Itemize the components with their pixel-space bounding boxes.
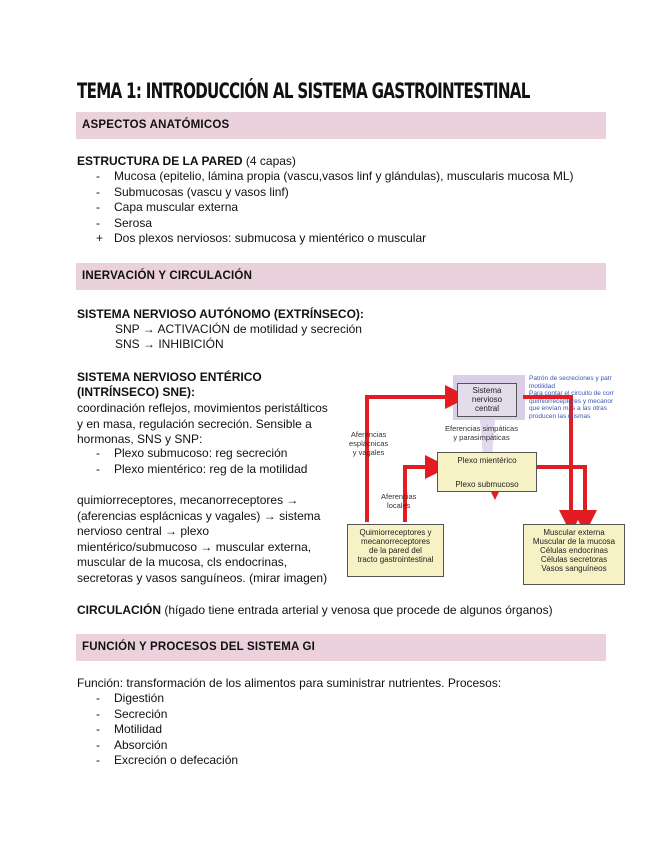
plexos-box — [437, 452, 537, 492]
list-item-text: Plexo mientérico: reg de la motilidad — [114, 461, 308, 476]
efectores-box — [523, 524, 625, 585]
sne-plexos-list — [96, 446, 307, 477]
arrow-plexo-efectores — [535, 467, 585, 522]
note-line: Para contar el circuito de corr — [529, 390, 614, 397]
text-line: (aferencias esplácnicas y vagales) → sistema — [77, 508, 321, 523]
note-line: quimiorreceptores y mecanor — [529, 397, 614, 405]
blue-handwritten-note — [529, 375, 614, 420]
list-item — [96, 691, 238, 707]
list-item — [96, 169, 574, 185]
list-item-text: Digestión — [114, 691, 165, 705]
estructura-list — [96, 169, 574, 247]
snc-text: nervioso — [471, 395, 503, 404]
note-line: que envían más a las otras — [529, 405, 608, 412]
bullet-marker: - — [96, 461, 100, 476]
bullet-marker: - — [96, 722, 100, 736]
estructura-line — [77, 154, 296, 169]
list-item — [96, 722, 238, 738]
section-heading: INERVACIÓN Y CIRCULACIÓN — [82, 270, 253, 282]
list-item-text: Excreción o defecación — [114, 753, 239, 767]
label-line: Eferencias simpáticas — [445, 424, 518, 433]
list-item-text: Serosa — [114, 215, 153, 230]
efectores-text: Muscular externa — [543, 528, 605, 537]
list-item-text: Dos plexos nerviosos: submucosa y mientérico o muscular — [114, 231, 427, 245]
eferencias-label — [445, 424, 518, 442]
section-band-funcion — [76, 634, 606, 661]
list-item — [96, 200, 574, 216]
section-band-anatomicos — [76, 112, 606, 139]
sna-line-snp: SNP → ACTIVACIÓN de motilidad y secreción — [115, 322, 362, 336]
circulacion-heading: CIRCULACIÓN — [77, 603, 161, 617]
list-item — [96, 753, 238, 769]
funcion-intro: Función: transformación de los alimentos para suministrar nutrientes. Procesos: — [77, 676, 502, 690]
bullet-marker: - — [96, 215, 100, 230]
snc-text: Sistema — [472, 386, 502, 395]
label-line: y parasimpáticas — [453, 433, 510, 442]
circulacion-text: (hígado tiene entrada arterial y venosa que procede de algunos órganos) — [161, 603, 553, 617]
list-item — [96, 185, 574, 201]
list-item — [96, 462, 307, 478]
efectores-text: Muscular de la mucosa — [532, 537, 616, 546]
efectores-text: Células endocrinas — [539, 546, 609, 555]
bullet-marker: - — [96, 753, 100, 767]
list-item-text: Capa muscular externa — [114, 200, 239, 214]
text-line: coordinación reflejos, movimientos peristálticos — [77, 401, 328, 415]
note-line: producen las mismas — [529, 412, 591, 420]
page-title: TEMA 1: INTRODUCCIÓN AL SISTEMA GASTROINTESTINAL — [77, 79, 530, 103]
list-item-text: Motilidad — [114, 722, 163, 736]
receptores-text: Quimiorreceptores y — [359, 528, 432, 537]
list-item — [96, 707, 238, 723]
sne-heading: SISTEMA NERVIOSO ENTÉRICO — [77, 370, 262, 384]
bullet-marker: - — [96, 706, 100, 721]
label-line: locales — [387, 501, 411, 510]
text-line: nervioso central → plexo — [77, 524, 210, 538]
sna-line-sns: SNS → INHIBICIÓN — [115, 337, 224, 351]
list-item — [96, 216, 574, 232]
receptores-text: de la pared del — [369, 546, 422, 555]
efectores-text: Vasos sanguíneos — [541, 564, 607, 573]
sna-heading: SISTEMA NERVIOSO AUTÓNOMO (EXTRÍNSECO): — [77, 307, 364, 321]
receptores-text: tracto gastrointestinal — [357, 555, 434, 564]
section-heading: FUNCIÓN Y PROCESOS DEL SISTEMA GI — [82, 641, 316, 653]
plexo-mienterico-text: Plexo mientérico — [457, 456, 517, 465]
efectores-text: Células secretoras — [540, 555, 608, 564]
list-item-text: Plexo submucoso: reg secreción — [114, 446, 288, 460]
circulacion-line — [77, 603, 553, 618]
list-item-text: Secreción — [114, 706, 168, 721]
bullet-marker: - — [96, 184, 100, 199]
text-line: secretoras y vasos sanguíneos. (mirar imagen) — [77, 570, 328, 585]
estructura-heading: ESTRUCTURA DE LA PARED — [77, 154, 243, 168]
receptores-text: mecanorreceptores — [361, 537, 430, 546]
label-line: Aferencias — [350, 430, 387, 439]
bullet-marker: - — [96, 691, 100, 705]
bullet-marker: - — [96, 200, 100, 214]
label-line: y vagales — [352, 448, 385, 457]
section-heading: ASPECTOS ANATÓMICOS — [82, 119, 230, 131]
sne-heading-sub: (INTRÍNSECO) SNE): — [77, 385, 195, 399]
list-item — [96, 738, 238, 754]
plexo-submucoso-text: Plexo submucoso — [455, 480, 519, 489]
label-line: esplácnicas — [349, 439, 389, 448]
list-item — [96, 446, 307, 462]
list-item — [96, 231, 574, 247]
list-item-text: Submucosas (vascu y vasos linf) — [114, 184, 289, 199]
note-line: motilidad — [529, 382, 556, 390]
enteric-nervous-diagram — [345, 372, 630, 587]
text-line: mientérico/submucoso → muscular externa, — [77, 539, 312, 554]
snc-box — [457, 383, 517, 417]
label-line: Aferencias — [381, 492, 417, 501]
aferencias-esplacnicas-label — [349, 430, 388, 457]
bullet-marker: - — [96, 169, 100, 183]
estructura-note: (4 capas) — [242, 154, 296, 168]
section-band-inervacion — [76, 263, 606, 290]
text-line: quimiorreceptores, mecanorreceptores → — [77, 493, 299, 507]
procesos-list — [96, 691, 238, 769]
snc-text: central — [474, 404, 499, 413]
text-line: muscular de la mucosa, cls endocrinas, — [77, 555, 288, 569]
bullet-marker: - — [96, 446, 100, 460]
receptores-box — [347, 524, 444, 577]
bullet-marker: + — [96, 231, 104, 245]
list-item-text: Absorción — [114, 737, 168, 752]
text-line: y en masa, regulación secreción. Sensible a — [77, 416, 312, 431]
text-line: hormonas, SNS y SNP: — [77, 432, 203, 446]
aferencias-locales-label — [381, 492, 416, 510]
list-item-text: Mucosa (epitelio, lámina propia (vascu,vasos linf y glándulas), muscularis mucosa ML) — [114, 169, 574, 183]
note-line: Patrón de secreciones y patr — [529, 375, 612, 382]
bullet-marker: - — [96, 737, 100, 752]
